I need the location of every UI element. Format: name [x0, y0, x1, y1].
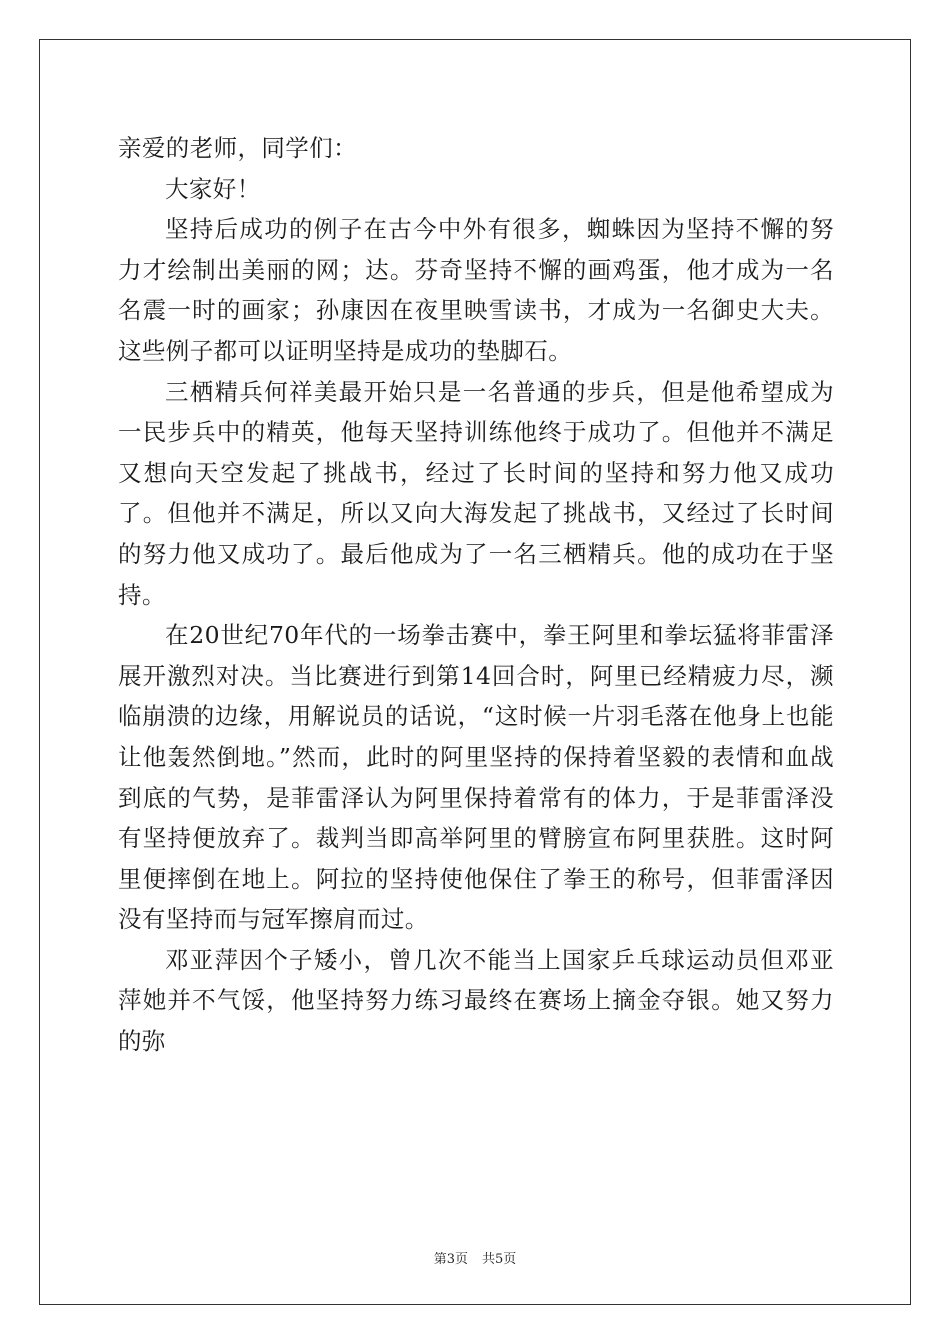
page-total: 共5页: [482, 1252, 517, 1267]
paragraph-deng-yaping: 邓亚萍因个子矮小，曾几次不能当上国家乒乓球运动员但邓亚萍她并不气馁，他坚持努力练习最终在赛场上摘金夺银。她又努力的弥: [118, 945, 834, 1056]
paragraph-greeting: 大家好！: [165, 174, 261, 203]
salutation: 亲爱的老师，同学们：: [118, 134, 357, 162]
paragraph-persistence-examples: 坚持后成功的例子在古今中外有很多，蜘蛛因为坚持不懈的努力才绘制出美丽的网；达。芬奇坚持不懈的画鸡蛋，他才成为一名名震一时的画家；孙康因在夜里映雪读书，才成为一名御史大夫。这些例子都可以证明坚持是成功的垫脚石。: [118, 215, 834, 365]
document-body: [118, 128, 834, 1062]
paragraph-he-xiangmei: 三栖精兵何祥美最开始只是一名普通的步兵，但是他希望成为一民步兵中的精英，他每天坚持训练他终于成功了。但他并不满足又想向天空发起了挑战书，经过了长时间的坚持和努力他又成功了。但他并不满足，所以又向大海发起了挑战书，又经过了长时间的努力他又成功了。最后他成为了一名三栖精兵。他的成功在于坚持。: [118, 377, 834, 609]
page-footer: [0, 1248, 950, 1267]
page-number: 第3页: [433, 1252, 468, 1267]
paragraph-ali-boxing: 在20世纪70年代的一场拳击赛中，拳王阿里和拳坛猛将菲雷泽展开激烈对决。当比赛进行到第14回合时，阿里已经精疲力尽，濒临崩溃的边缘，用解说员的话说，“这时候一片羽毛落在他身上也能让他轰然倒地。”然而，此时的阿里坚持的保持着坚毅的表情和血战到底的气势，是菲雷泽认为阿里保持着常有的体力，于是菲雷泽没有坚持便放弃了。裁判当即高举阿里的臂膀宣布阿里获胜。这时阿里便摔倒在地上。阿拉的坚持使他保住了拳王的称号，但菲雷泽因没有坚持而与冠军擦肩而过。: [118, 621, 834, 934]
